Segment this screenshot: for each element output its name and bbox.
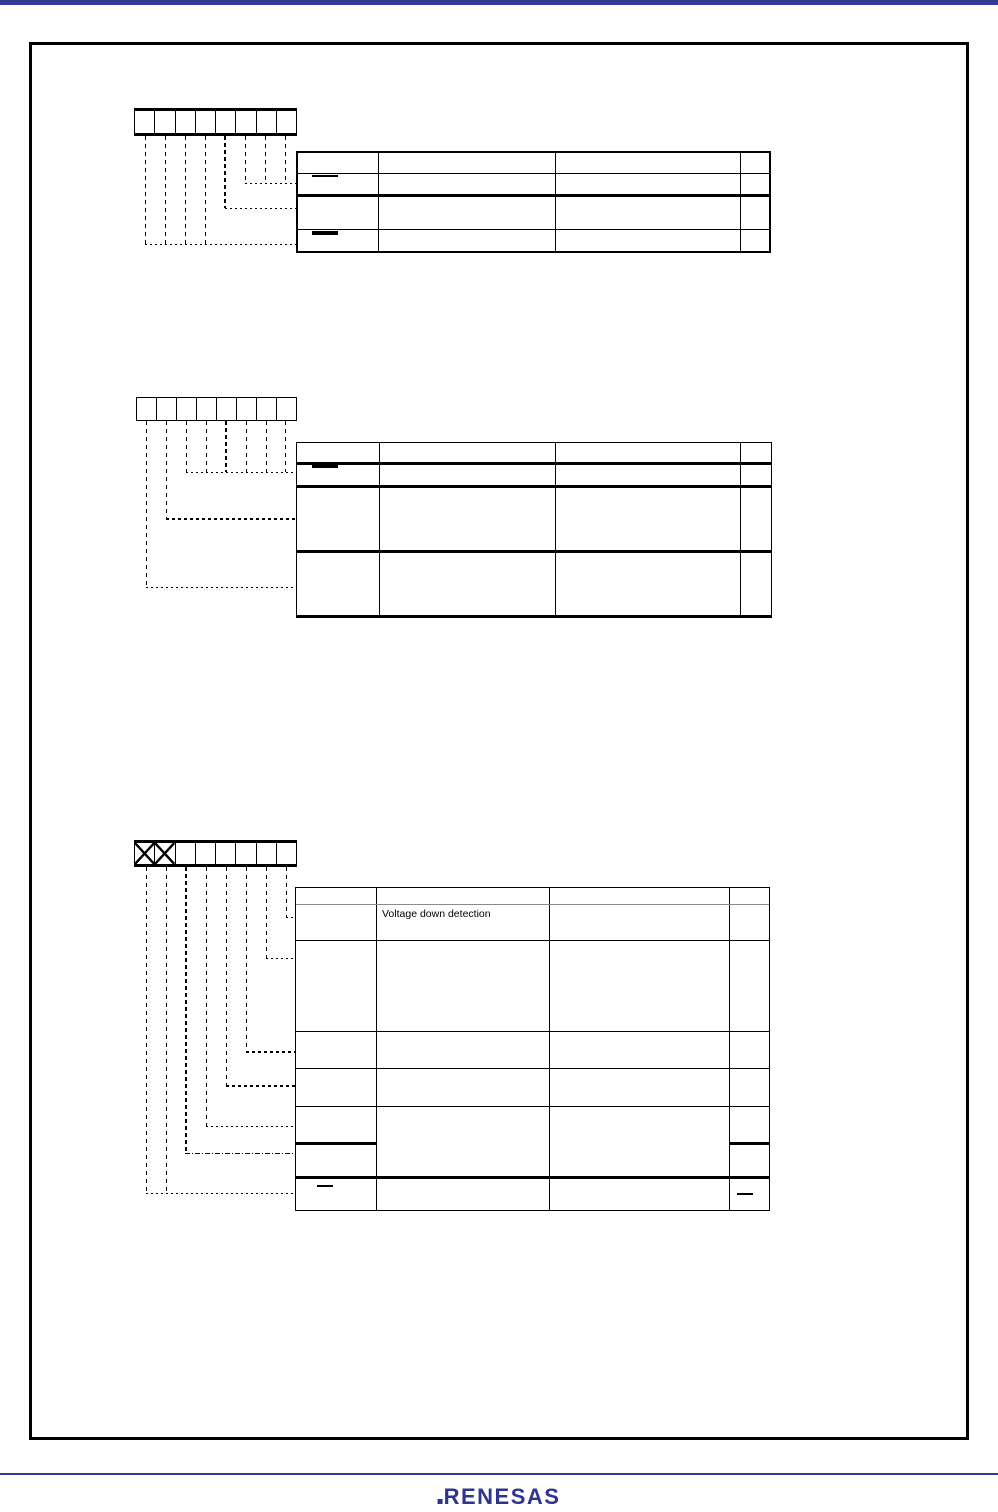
- connector-line: [226, 867, 227, 1085]
- row-line-thick: [296, 1176, 769, 1179]
- bit-box: [257, 398, 277, 420]
- thin-dash-marker: [317, 1185, 333, 1187]
- footer-blue-line: [0, 1473, 998, 1475]
- connector-line: [185, 1153, 295, 1154]
- column-line: [729, 888, 730, 1210]
- connector-line: [286, 917, 295, 918]
- connector-line: [146, 587, 296, 588]
- renesas-logo: [438, 1484, 561, 1510]
- bit-description-table-3: [295, 887, 770, 1211]
- row-line-thick: [297, 462, 771, 465]
- connector-line: [206, 867, 207, 1126]
- bit-box-crossed: [135, 843, 155, 864]
- column-line: [379, 443, 380, 615]
- connector-line: [185, 867, 187, 1153]
- bit-box: [277, 398, 296, 420]
- connector-line: [186, 472, 296, 473]
- connector-line: [205, 136, 206, 244]
- column-line: [740, 153, 741, 251]
- column-line: [555, 153, 556, 251]
- bit-box: [137, 398, 157, 420]
- bit-description-table-1: [296, 151, 771, 253]
- connector-line: [224, 136, 226, 208]
- thin-dash-marker: [737, 1193, 753, 1195]
- row-line: [298, 229, 769, 230]
- column-line: [549, 888, 550, 1210]
- connector-line: [246, 867, 247, 1051]
- bit-box: [176, 843, 196, 864]
- row-line-thick: [297, 485, 771, 488]
- bit-box: [135, 111, 155, 133]
- row-line: [296, 1106, 769, 1107]
- x-mark-icon: [155, 843, 174, 864]
- row-line-thick: [297, 550, 771, 553]
- bit-box: [236, 111, 256, 133]
- column-line: [378, 153, 379, 251]
- row-line: [296, 904, 769, 905]
- register-bit-boxes-3: [134, 840, 297, 867]
- bit-box: [257, 111, 277, 133]
- row-line: [296, 940, 769, 941]
- bit-box: [155, 111, 175, 133]
- connector-line: [285, 136, 286, 183]
- bit-box: [176, 111, 196, 133]
- connector-line: [286, 867, 287, 917]
- bit-box: [196, 843, 216, 864]
- connector-line: [285, 421, 286, 472]
- x-mark-icon: [135, 843, 154, 864]
- cell-voltage-down-detection: Voltage down detection: [382, 908, 491, 920]
- connector-line: [165, 136, 166, 244]
- logo-dot: [438, 1499, 443, 1504]
- connector-line: [146, 421, 147, 587]
- connector-line: [225, 421, 227, 472]
- bit-box: [177, 398, 197, 420]
- row-line-thick: [298, 194, 769, 197]
- connector-line: [166, 421, 167, 518]
- connector-line: [166, 518, 296, 520]
- connector-line: [186, 421, 187, 472]
- bit-description-table-2: [296, 442, 772, 618]
- connector-line: [166, 867, 167, 1193]
- column-line: [740, 443, 741, 615]
- bit-box-crossed: [155, 843, 175, 864]
- bit-box: [277, 843, 296, 864]
- row-line: [296, 1068, 769, 1069]
- bit-box: [197, 398, 217, 420]
- connector-line: [145, 244, 296, 245]
- column-line: [555, 443, 556, 615]
- register-bit-boxes-2: [136, 397, 297, 421]
- connector-line: [245, 136, 246, 183]
- bit-box: [157, 398, 177, 420]
- bit-box: [277, 111, 296, 133]
- bit-box: [236, 843, 256, 864]
- bit-box: [217, 398, 237, 420]
- logo-text: RENESAS: [443, 1484, 561, 1509]
- connector-line: [225, 208, 296, 209]
- thin-dash-marker: [312, 175, 338, 177]
- thick-dash-marker: [312, 231, 338, 235]
- bit-box: [257, 843, 277, 864]
- connector-line: [206, 1126, 295, 1127]
- connector-line: [246, 421, 247, 472]
- bit-box: [196, 111, 216, 133]
- connector-line: [266, 867, 267, 958]
- row-line: [298, 173, 769, 174]
- thin-dash-marker: [312, 465, 338, 468]
- bit-box: [216, 843, 236, 864]
- bit-box: [237, 398, 257, 420]
- connector-line: [266, 421, 267, 472]
- connector-line: [265, 136, 266, 183]
- connector-line: [146, 867, 147, 1193]
- connector-line: [246, 1051, 295, 1053]
- row-line-partial-thick: [296, 1142, 376, 1145]
- connector-line: [146, 1193, 295, 1194]
- connector-line: [206, 421, 207, 472]
- connector-line: [226, 1085, 295, 1087]
- connector-line: [145, 136, 146, 244]
- bit-box: [216, 111, 236, 133]
- row-line-partial-thick: [729, 1142, 769, 1145]
- register-bit-boxes-1: [134, 108, 297, 136]
- top-blue-bar: [0, 0, 998, 5]
- connector-line: [185, 136, 186, 244]
- connector-line: [266, 958, 295, 959]
- column-line: [376, 888, 377, 1210]
- row-line: [296, 1031, 769, 1032]
- connector-line: [245, 183, 296, 184]
